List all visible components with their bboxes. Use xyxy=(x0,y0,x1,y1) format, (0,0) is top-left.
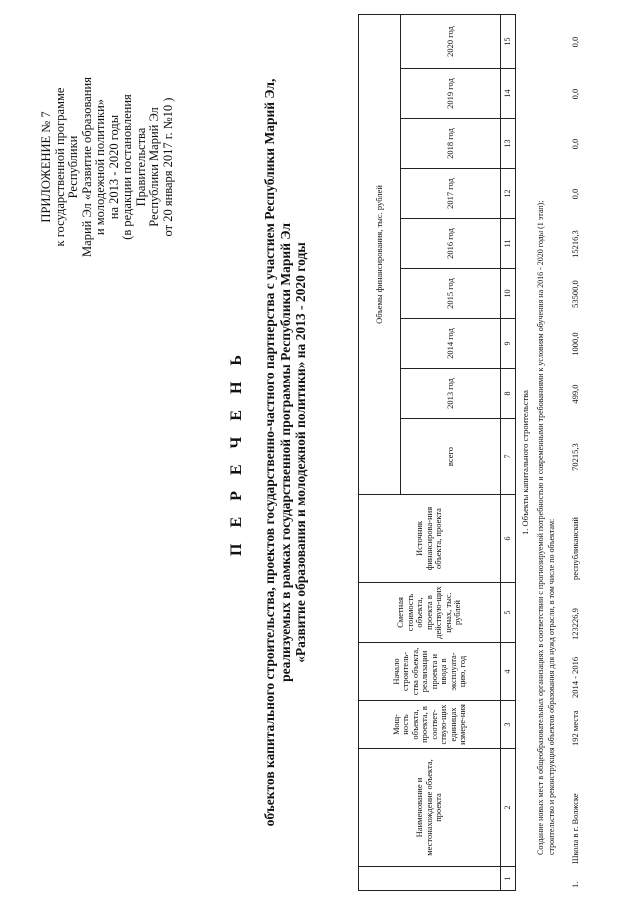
column-number: 12 xyxy=(501,169,516,219)
appendix-line: и молодежной политики» xyxy=(93,98,107,236)
row-total: 70215,3 xyxy=(570,443,580,471)
subtitle-line: объектов капитального строительства, проектов государственно-частного партнерства с участием Республики Марий Эл, xyxy=(262,78,277,827)
header-cell-year: 2018 год xyxy=(401,119,501,169)
appendix-line: (в редакции постановления Правительства xyxy=(120,94,148,240)
column-number: 7 xyxy=(501,419,516,495)
column-number: 13 xyxy=(501,119,516,169)
row-year-value: 0,0 xyxy=(570,188,580,200)
appendix-line: ПРИЛОЖЕНИЕ № 7 xyxy=(39,111,53,223)
column-number: 2 xyxy=(501,749,516,867)
column-number: 10 xyxy=(501,269,516,319)
header-cell-year: 2014 год xyxy=(401,319,501,369)
header-cell-year: 2016 год xyxy=(401,219,501,269)
subsection-line: Создание новых мест в общеобразовательных организациях в соответствии с прогнозируемой потребностью и современными требованиями к условиям обучения на 2016 - 2020 годы (1 этап); xyxy=(536,200,545,855)
column-number: 3 xyxy=(501,701,516,749)
row-year-value: 1000,0 xyxy=(570,332,580,356)
appendix-line: Республики Марий Эл xyxy=(147,107,161,227)
row-year-value: 0,0 xyxy=(570,88,580,100)
subsection-text xyxy=(536,25,557,855)
row-capacity: 192 места xyxy=(570,710,580,746)
header-cell-year: 2019 год xyxy=(401,69,501,119)
section-heading: 1. Объекты капитального строительства xyxy=(520,390,530,535)
header-cell-name: Наименование и местонахождение объекта, проекта xyxy=(359,749,501,867)
column-number: 15 xyxy=(501,14,516,68)
header-cell-year: 2020 год xyxy=(401,14,501,68)
header-cell-capacity: Мощ-ность объекта, проекта, в соответ-ствую-щих единицах измере-ния xyxy=(359,701,501,749)
appendix-line: на 2013 - 2020 годы xyxy=(106,114,121,220)
column-number: 6 xyxy=(501,495,516,583)
document-subtitle xyxy=(262,40,309,865)
column-number: 9 xyxy=(501,319,516,369)
row-year-value: 0,0 xyxy=(570,36,580,48)
subtitle-line: реализуемых в рамках государственной программы Республики Марий Эл xyxy=(277,223,293,682)
header-cell-number xyxy=(359,867,501,891)
header-cell-year: 2013 год xyxy=(401,369,501,419)
appendix-block xyxy=(40,57,175,277)
column-number: 4 xyxy=(501,643,516,701)
appendix-line: к государственной программе Республики xyxy=(52,87,80,247)
header-cell-cost: Сметная стоимость объекта, проекта в действую-щих ценах, тыс. рублей xyxy=(359,583,501,643)
column-number: 11 xyxy=(501,219,516,269)
appendix-line: от 20 января 2017 г. №10 ) xyxy=(160,97,175,237)
appendix-line: Марий Эл «Развитие образования xyxy=(79,77,94,257)
header-cell-funding-group: Объемы финансирования, тыс. рублей xyxy=(359,14,401,494)
row-year-value: 53500,0 xyxy=(570,280,580,308)
table-row xyxy=(568,15,582,891)
row-year-value: 0,0 xyxy=(570,138,580,150)
header-cell-start: Начало строитель-ства объекта, реализации проекта и ввода в эксплуата-цию, год xyxy=(359,643,501,701)
row-number: 1. xyxy=(570,881,580,888)
header-cell-source: Источник финансирова-ния объекта, проекта xyxy=(359,495,501,583)
subtitle-line: «Развитие образования и молодежной политики» на 2013 - 2020 годы xyxy=(293,242,308,663)
row-cost: 123226,9 xyxy=(570,608,580,640)
column-number: 8 xyxy=(501,369,516,419)
document-title: П Е Р Е Ч Е Н Ь xyxy=(228,349,245,556)
subsection-line: строительство и реконструкция объектов образования для нужд отрасли, в том числе по объектам: xyxy=(546,518,556,855)
column-number: 5 xyxy=(501,583,516,643)
column-number: 14 xyxy=(501,69,516,119)
header-cell-year: 2015 год xyxy=(401,269,501,319)
row-year-value: 499,0 xyxy=(570,384,580,404)
row-period: 2014 - 2016 xyxy=(570,656,580,698)
column-number: 1 xyxy=(501,867,516,891)
row-source: республиканский xyxy=(570,517,580,580)
header-cell-total: всего xyxy=(401,419,501,495)
objects-table xyxy=(358,14,516,891)
row-name: Школа в г. Волжске xyxy=(570,793,580,864)
header-cell-year: 2017 год xyxy=(401,169,501,219)
row-year-value: 15216,3 xyxy=(570,230,580,258)
